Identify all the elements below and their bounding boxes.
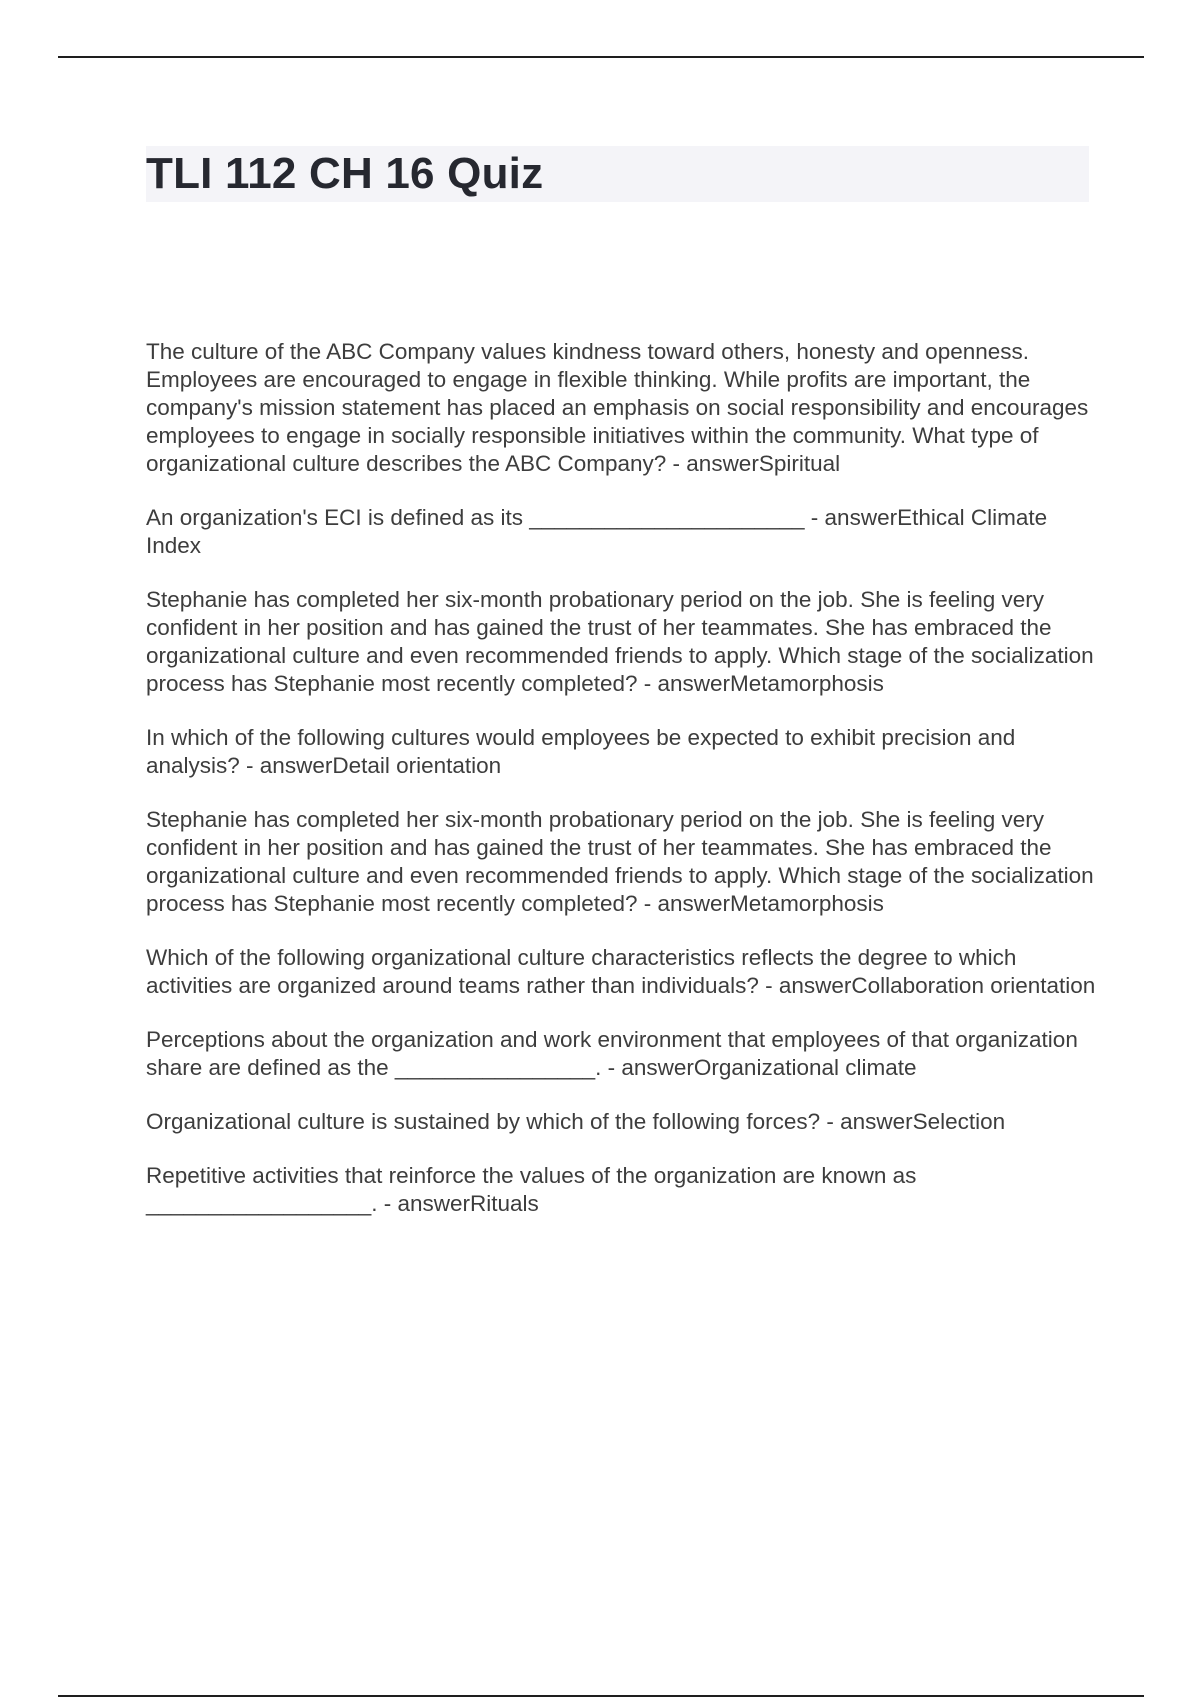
qa-item: An organization's ECI is defined as its ______________________ - answerEthical Climate Index	[146, 505, 1054, 558]
document-title: TLI 112 CH 16 Quiz	[146, 149, 544, 198]
qa-item: In which of the following cultures would employees be expected to exhibit precision and analysis? - answerDetail orientation	[146, 725, 1022, 778]
qa-item: Organizational culture is sustained by which of the following forces? - answerSelection	[146, 1109, 1006, 1134]
qa-item: Repetitive activities that reinforce the values of the organization are known as __________________. - answerRituals	[146, 1163, 923, 1216]
qa-list	[146, 338, 1100, 1244]
qa-item: The culture of the ABC Company values kindness toward others, honesty and openness. Employees are encouraged to engage in flexible thinking. While profits are important, the company's mission statement has placed an emphasis on social responsibility and encourages employees to engage in socially responsible initiatives within the community. What type of organizational culture describes the ABC Company? - answerSpiritual	[146, 339, 1095, 476]
qa-item: Perceptions about the organization and work environment that employees of that organization share are defined as the ________________. - answerOrganizational climate	[146, 1027, 1085, 1080]
qa-item: Stephanie has completed her six-month probationary period on the job. She is feeling very confident in her position and has gained the trust of her teammates. She has embraced the organizational culture and even recommended friends to apply. Which stage of the socialization process has Stephanie most recently completed? - answerMetamorphosis	[146, 587, 1100, 696]
qa-item: Which of the following organizational culture characteristics reflects the degree to which activities are organized around teams rather than individuals? - answerCollaboration orientation	[146, 945, 1096, 998]
top-divider	[58, 56, 1144, 58]
bottom-divider	[58, 1695, 1144, 1697]
qa-item: Stephanie has completed her six-month probationary period on the job. She is feeling very confident in her position and has gained the trust of her teammates. She has embraced the organizational culture and even recommended friends to apply. Which stage of the socialization process has Stephanie most recently completed? - answerMetamorphosis	[146, 807, 1100, 916]
